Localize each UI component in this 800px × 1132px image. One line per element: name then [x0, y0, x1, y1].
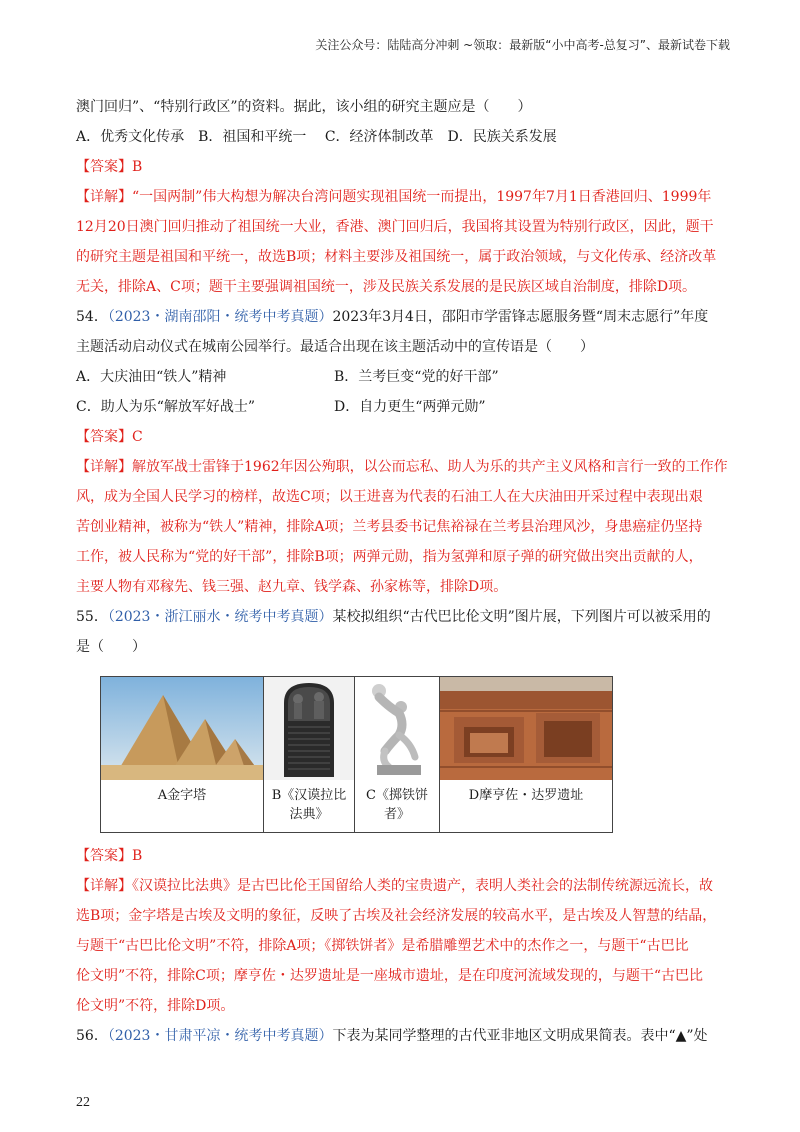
detail-label: 【详解】	[76, 459, 132, 475]
image-cell-c	[355, 677, 440, 833]
option-c: C．助人为乐“解放军好战士”	[76, 399, 256, 415]
discobolus-image	[355, 677, 439, 780]
image-options-table	[100, 676, 613, 833]
answer-label: 【答案】	[76, 429, 132, 445]
q54-detail-line: 主要人物有邓稼先、钱三强、赵九章、钱学森、孙家栋等，排除D项。	[76, 579, 508, 595]
image-cell-a	[101, 677, 264, 833]
option-a: A．大庆油田“铁人”精神	[76, 369, 227, 385]
q55-detail-line: 选B项；金字塔是古埃及文明的象征，反映了古埃及社会经济发展的较高水平，是古埃及人智慧的结晶，	[76, 908, 717, 924]
q55-detail-line: 【详解】《汉谟拉比法典》是古巴比伦王国留给人类的宝贵遗产，表明人类社会的法制传统源远流长，故	[76, 878, 713, 894]
caption-b: B《汉谟拉比法典》	[271, 788, 347, 822]
q54-detail-line: 工作，被人民称为“党的好干部”，排除B项；两弹元勋，指为氢弹和原子弹的研究做出突出贡献的人，	[76, 549, 703, 565]
question-number: 54．	[76, 309, 108, 325]
answer-value: B	[132, 848, 143, 864]
caption-d: D摩亨佐・达罗遗址	[468, 788, 584, 803]
question-source: （2023・浙江丽水・统考中考真题）	[107, 609, 333, 625]
option-b: B．兰考巨变“党的好干部”	[334, 369, 499, 385]
q54-detail-line: 风，成为全国人民学习的榜样，故选C项；以王进喜为代表的石油工人在大庆油田开采过程中表现出艰	[76, 489, 703, 505]
answer-value: C	[132, 429, 143, 445]
detail-label: 【详解】	[76, 878, 132, 894]
detail-label: 【详解】	[76, 189, 132, 205]
q53-detail-line: 12月20日澳门回归推动了祖国统一大业，香港、澳门回归后，我国将其设置为特别行政区，因此，题干	[76, 219, 714, 235]
q55-detail-line: 伦文明”不符，排除D项。	[76, 998, 235, 1014]
page-content	[76, 92, 730, 1051]
answer-value: B	[132, 159, 143, 175]
answer-label: 【答案】	[76, 848, 132, 864]
image-cell-d	[440, 677, 613, 833]
q54-detail-line: 苦创业精神，被称为“铁人”精神，排除A项；兰考县委书记焦裕禄在兰考县治理风沙，身患癌症仍坚持	[76, 519, 703, 535]
q54-options-row	[76, 392, 730, 422]
q54-stem: 54．（2023・湖南邵阳・统考中考真题）2023年3月4日，邵阳市学雷锋志愿服务暨“周末志愿行”年度	[76, 309, 709, 325]
q54-stem-cont: 主题活动启动仪式在城南公园举行。最适合出现在该主题活动中的宣传语是（ ）	[76, 339, 594, 355]
page-header: 关注公众号：陆陆高分冲刺 ~领取：最新版“小中高考-总复习”、最新试卷下载	[315, 38, 730, 52]
page-number: 22	[76, 1095, 90, 1110]
question-source: （2023・湖南邵阳・统考中考真题）	[107, 309, 333, 325]
caption-c: C《掷铁饼者》	[366, 788, 428, 822]
q54-answer	[76, 422, 730, 452]
mohenjo-daro-image	[440, 677, 612, 780]
q53-detail-line: 【详解】“一国两制”伟大构想为解决台湾问题实现祖国统一而提出，1997年7月1日香港回归、1999年	[76, 189, 712, 205]
q55-detail-line: 与题干“古巴比伦文明”不符，排除A项；《掷铁饼者》是希腊雕塑艺术中的杰作之一，与题干“古巴比	[76, 938, 689, 954]
q55-stem-cont: 是（ ）	[76, 639, 146, 655]
pyramids-image	[101, 677, 263, 780]
q55-detail-line: 伦文明”不符，排除C项；摩亨佐・达罗遗址是一座城市遗址，是在印度河流域发现的，与题干“古巴比	[76, 968, 704, 984]
answer-label: 【答案】	[76, 159, 132, 175]
question-number: 56．	[76, 1028, 108, 1044]
code-of-hammurabi-image	[264, 677, 354, 780]
q54-detail-line: 【详解】解放军战士雷锋于1962年因公殉职，以公而忘私、助人为乐的共产主义风格和言行一致的工作作	[76, 459, 728, 475]
option-d: D．自力更生“两弹元勋”	[334, 399, 486, 415]
question-source: （2023・甘肃平凉・统考中考真题）	[107, 1028, 333, 1044]
question-number: 55．	[76, 609, 108, 625]
q55-answer	[76, 841, 730, 871]
image-cell-b	[264, 677, 355, 833]
q53-options: A．优秀文化传承 B．祖国和平统一 C．经济体制改革 D．民族关系发展	[76, 129, 557, 145]
caption-a: A金字塔	[157, 788, 207, 803]
q54-options-row	[76, 362, 730, 392]
q53-answer	[76, 152, 730, 182]
q53-stem: 澳门回归”、“特别行政区”的资料。据此，该小组的研究主题应是（ ）	[76, 99, 532, 115]
q53-detail-line: 的研究主题是祖国和平统一，故选B项；材料主要涉及祖国统一，属于政治领域，与文化传承、经济改革	[76, 249, 717, 265]
q53-detail-line: 无关，排除A、C项；题干主要强调祖国统一，涉及民族关系发展的是民族区域自治制度，排除D项。	[76, 279, 697, 295]
q55-stem: 55．（2023・浙江丽水・统考中考真题）某校拟组织“古代巴比伦文明”图片展，下列图片可以被采用的	[76, 609, 711, 625]
q56-stem: 56．（2023・甘肃平凉・统考中考真题）下表为某同学整理的古代亚非地区文明成果简表。表中“▲”处	[76, 1028, 708, 1044]
